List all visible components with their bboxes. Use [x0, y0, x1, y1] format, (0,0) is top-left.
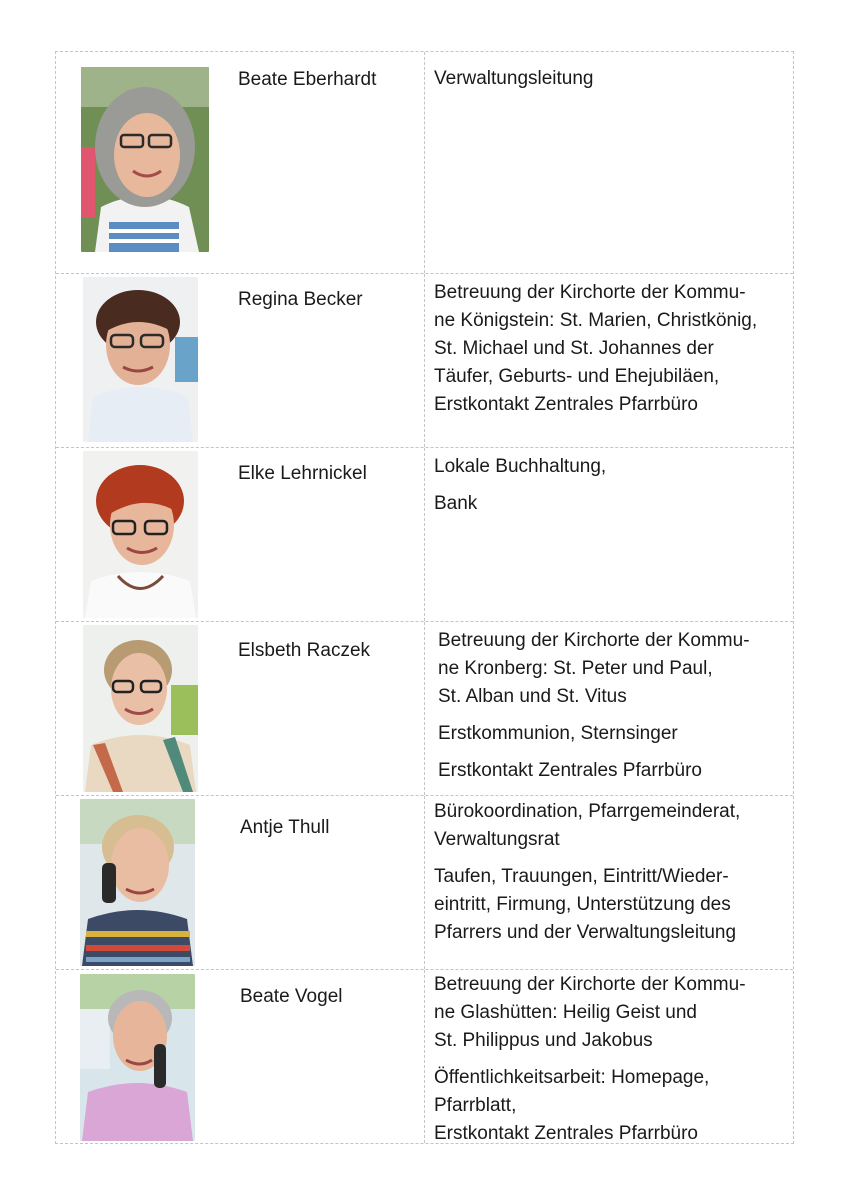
staff-description — [434, 971, 789, 1148]
staff-photo — [83, 451, 198, 618]
staff-row — [56, 52, 793, 274]
staff-name: Regina Becker — [238, 289, 363, 310]
staff-row — [56, 274, 793, 448]
description-line: St. Michael und St. Johannes der — [434, 338, 714, 359]
description-paragraph — [434, 798, 789, 854]
column-divider — [424, 796, 425, 969]
description-paragraph — [434, 1064, 789, 1148]
description-line: St. Alban und St. Vitus — [438, 686, 627, 707]
staff-name: Beate Vogel — [240, 986, 343, 1007]
description-line: Erstkontakt Zentrales Pfarrbüro — [438, 760, 702, 781]
description-paragraph — [434, 279, 789, 419]
description-line: ne Glashütten: Heilig Geist und — [434, 1002, 697, 1023]
staff-name: Antje Thull — [240, 817, 330, 838]
description-line: Täufer, Geburts- und Ehejubiläen, — [434, 366, 720, 387]
description-line: Erstkontakt Zentrales Pfarrbüro — [434, 1123, 698, 1144]
description-line: Verwaltungsrat — [434, 829, 560, 850]
description-paragraph — [438, 627, 793, 711]
description-line: Pfarrblatt, — [434, 1095, 517, 1116]
staff-name: Beate Eberhardt — [238, 69, 377, 90]
staff-photo — [83, 625, 198, 792]
description-paragraph — [434, 863, 789, 947]
staff-photo — [81, 67, 209, 252]
staff-row — [56, 448, 793, 622]
description-paragraph — [434, 453, 789, 481]
staff-table — [55, 51, 794, 1144]
staff-description — [434, 65, 789, 93]
description-paragraph — [434, 490, 789, 518]
staff-row — [56, 796, 793, 970]
description-line: Verwaltungsleitung — [434, 68, 594, 89]
description-line: Öffentlichkeitsarbeit: Homepage, — [434, 1067, 710, 1088]
column-divider — [424, 970, 425, 1143]
description-paragraph — [434, 971, 789, 1055]
staff-description — [434, 798, 789, 947]
description-line: Taufen, Trauungen, Eintritt/Wieder- — [434, 866, 729, 887]
staff-photo — [80, 799, 195, 966]
description-paragraph — [438, 720, 793, 748]
description-line: Erstkommunion, Sternsinger — [438, 723, 678, 744]
description-line: Bürokoordination, Pfarrgemeinderat, — [434, 801, 741, 822]
description-line: Betreuung der Kirchorte der Kommu- — [434, 974, 746, 995]
staff-row — [56, 622, 793, 796]
description-line: ne Königstein: St. Marien, Christkönig, — [434, 310, 758, 331]
description-line: Betreuung der Kirchorte der Kommu- — [434, 282, 746, 303]
description-line: Bank — [434, 493, 478, 514]
description-line: eintritt, Firmung, Unterstützung des — [434, 894, 731, 915]
staff-row — [56, 970, 793, 1143]
column-divider — [424, 622, 425, 795]
staff-description — [438, 627, 793, 785]
description-line: Lokale Buchhaltung, — [434, 456, 607, 477]
description-line: Betreuung der Kirchorte der Kommu- — [438, 630, 750, 651]
staff-description — [434, 453, 789, 518]
column-divider — [424, 448, 425, 621]
description-line: St. Philippus und Jakobus — [434, 1030, 653, 1051]
staff-name: Elke Lehrnickel — [238, 463, 367, 484]
column-divider — [424, 52, 425, 273]
column-divider — [424, 274, 425, 447]
description-paragraph — [438, 757, 793, 785]
description-line: ne Kronberg: St. Peter und Paul, — [438, 658, 713, 679]
staff-photo — [80, 974, 195, 1141]
description-paragraph — [434, 65, 789, 93]
staff-description — [434, 279, 789, 419]
description-line: Erstkontakt Zentrales Pfarrbüro — [434, 394, 698, 415]
staff-photo — [83, 277, 198, 442]
staff-name: Elsbeth Raczek — [238, 640, 371, 661]
description-line: Pfarrers und der Verwaltungsleitung — [434, 922, 737, 943]
